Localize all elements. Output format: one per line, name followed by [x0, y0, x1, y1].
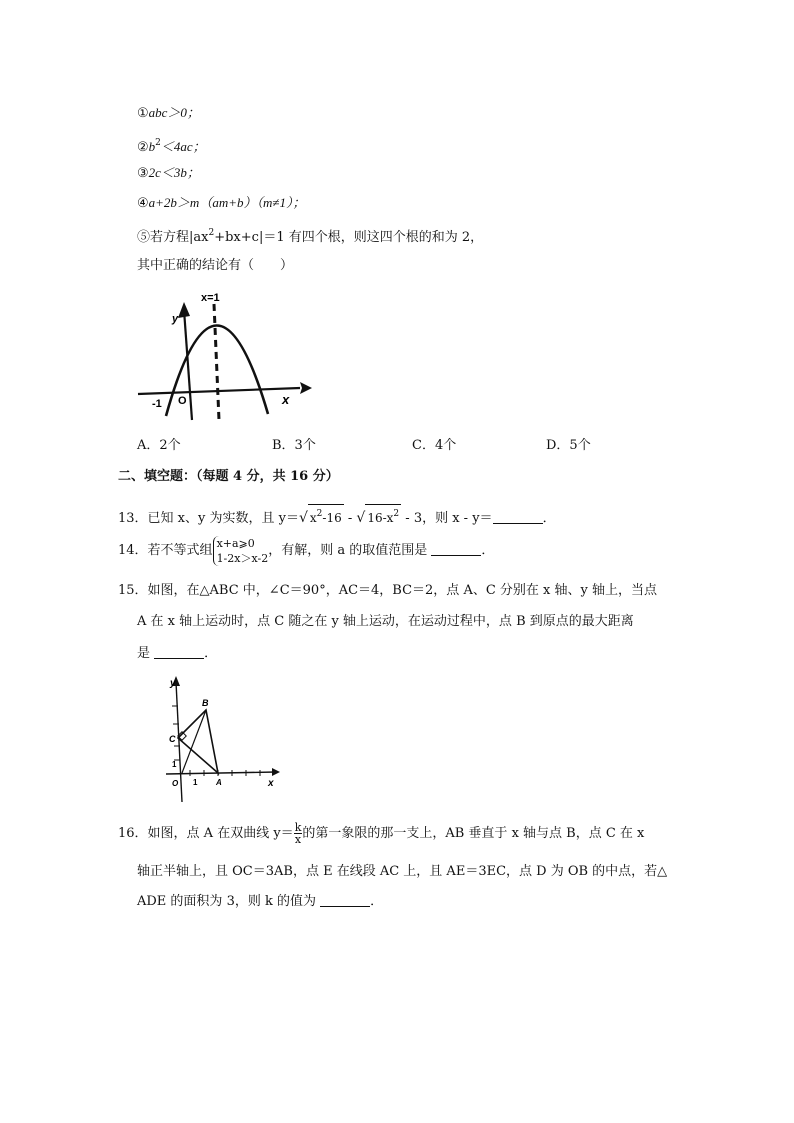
q13-radical-1-rest: -16: [322, 511, 342, 525]
q12-item-4: [137, 194, 306, 213]
q12-item-3-mark: ③: [137, 166, 149, 181]
q16-end: ．: [370, 894, 384, 909]
q13-end: ．: [542, 511, 556, 526]
q14-text-2: ，有解，则 a 的取值范围是: [268, 543, 432, 558]
q14-end: ．: [481, 543, 495, 558]
line-label: x=1: [201, 292, 220, 304]
q15-line-2: A 在 x 轴上运动时，点 C 随之在 y 轴上运动，在运动过程中，点 B 到原点的最大距离: [137, 614, 634, 629]
q12-parabola-graph: [132, 288, 312, 428]
q16-fraction-numerator: k: [294, 821, 302, 834]
q12-item-3: [137, 164, 200, 183]
q15-line-3: [137, 645, 217, 663]
q12-item-2: [137, 134, 206, 157]
q12-item-5-text-b: +bx+c|＝1 有四个根，则这四个根的和为 2，: [214, 230, 484, 245]
q13-radical-2-sup: 2: [393, 509, 400, 519]
q15-text-3: 是: [137, 646, 155, 661]
q12-item-1-mark: ①: [137, 106, 149, 121]
q14-number: 14．: [118, 543, 148, 558]
q12-item-5-mark: ⑤: [137, 230, 151, 245]
q12-item-5-text-a: 若方程|ax: [150, 230, 209, 245]
q16-text-3: ADE 的面积为 3，则 k 的值为: [137, 894, 321, 909]
q14-answer-blank: [431, 555, 481, 556]
q12-item-2-text-b: ＜4ac；: [160, 139, 206, 154]
q13-answer-blank: [493, 523, 543, 524]
q13-radical-1-base: x: [309, 511, 317, 525]
q15-text-1: 如图，在△ABC 中，∠C＝90°，AC＝4，BC＝2，点 A、C 分别在 x 轴、y 轴上，当点: [147, 583, 657, 598]
q13-radical-1: [308, 504, 344, 527]
segment-ob: [182, 710, 206, 773]
point-a-label: A: [216, 778, 222, 787]
neg-one-label: -1: [152, 398, 162, 410]
q12-item-1: [137, 104, 200, 123]
y-label: y: [170, 678, 176, 689]
q16-text-2: 的第一象限的那一支上，AB 垂直于 x 轴与点 B，点 C 在 x: [302, 826, 645, 841]
q12-option-c: C．4个: [412, 438, 457, 453]
q13-radical-2: [365, 504, 401, 527]
q14-text-1: 若不等式组: [147, 543, 213, 558]
x-label: x: [282, 392, 290, 407]
q16-text-1: 如图，点 A 在双曲线 y＝: [147, 826, 294, 841]
origin-label: O: [172, 779, 179, 788]
q12-option-a: A．2个: [137, 438, 181, 453]
x-one-label: 1: [193, 778, 198, 787]
q16-line-2: 轴正半轴上，且 OC＝3AB，点 E 在线段 AC 上，且 AE＝3EC，点 D 为 OB 的中点，若△: [137, 864, 668, 879]
q13-text-2: - 3，则 x - y＝: [401, 511, 493, 526]
triangle-abc: [178, 710, 218, 773]
q12-item-2-sup: 2: [155, 138, 161, 148]
q12-item-5: [137, 224, 483, 247]
point-c-label: C: [169, 734, 176, 744]
q16-line-1: [118, 822, 644, 846]
section-title: 二、填空题：（每题 4 分，共 16 分）: [118, 469, 339, 484]
q15-end: ．: [204, 646, 218, 661]
q15-triangle-graph: [160, 672, 284, 806]
q12-item-4-mark: ④: [137, 196, 149, 211]
q16-line-3: [137, 893, 383, 911]
q12-option-b: B．3个: [272, 438, 316, 453]
q14-inequality-2: 1-2x＞x-2: [216, 551, 269, 565]
q12-item-4-text: a+2b＞m（am+b）（m≠1）；: [148, 195, 306, 210]
q16-answer-blank: [320, 906, 370, 907]
q14: [118, 534, 494, 568]
origin-label: O: [178, 395, 187, 407]
q12-item-2-text-a: b: [148, 139, 156, 154]
q13-text-1: 已知 x、y 为实数，且 y＝: [147, 511, 299, 526]
x-axis-arrow: [300, 382, 312, 394]
q12-item-3-text: 2c＜3b；: [148, 165, 200, 180]
q13: 13．已知 x、y 为实数，且 y＝√ $x^2-16$ - √ $16-x^2 - 3$，则 x - y＝ ．: [118, 504, 556, 528]
q13-number: 13．: [118, 511, 148, 526]
y-axis-arrow: [178, 302, 190, 318]
q12-item-1-text: abc＞0；: [148, 105, 200, 120]
q16-fraction-denominator: x: [294, 833, 302, 846]
q15-answer-blank: [154, 658, 204, 659]
q12-item-5-sup: 2: [208, 228, 215, 238]
y-one-label: 1: [172, 760, 177, 769]
q13-radical-1-sup: 2: [316, 509, 323, 519]
x-axis-arrow: [272, 768, 280, 776]
q12-option-d: D．5个: [546, 438, 591, 453]
point-b-label: B: [202, 698, 209, 708]
q15-line-1: [118, 582, 657, 600]
q12-item-2-mark: ②: [137, 140, 149, 155]
q12-question: 其中正确的结论有（ ）: [137, 258, 294, 273]
q13-minus: -: [343, 511, 357, 526]
x-label: x: [268, 778, 274, 789]
q14-system: [213, 536, 269, 566]
q14-inequality-1: x+a⩾0: [216, 536, 255, 550]
y-label: y: [172, 313, 179, 325]
q16-number: 16．: [118, 826, 148, 841]
axis-of-symmetry: [214, 304, 219, 420]
q13-radical-2-base: 16-x: [367, 511, 394, 525]
q15-number: 15．: [118, 583, 148, 598]
